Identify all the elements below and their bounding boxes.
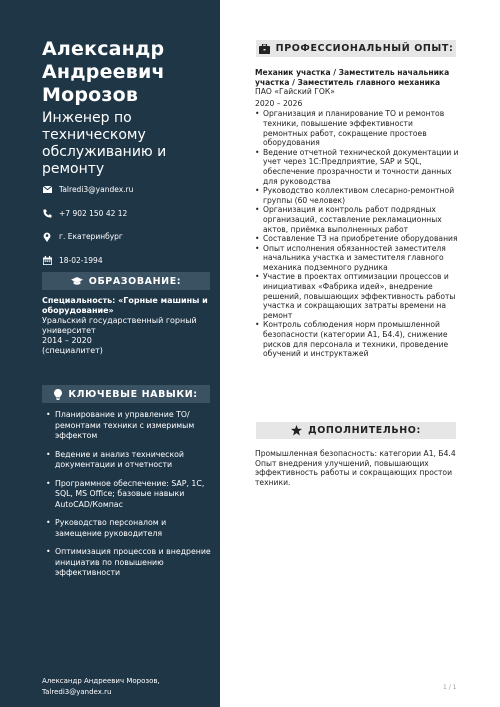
skill-item: • Планирование и управление ТО/ремонтами техники с измеримым эффектом [46,410,214,442]
person-position: Инженер по техническому обслуживанию и ремонту [42,110,167,177]
experience-header [256,40,456,57]
map-pin-icon [42,232,52,242]
phone-icon [42,208,52,218]
duty-item: • Организация и планирование ТО и ремонтов техники, повышение эффективности ремонтных работ, сокращение простоев оборудования [255,109,460,147]
additional-text: Промышленная безопасность: категории А1, Б4.4 Опыт внедрения улучшений, повышающих эффективность работы и сокращающих простои техники. [255,449,456,487]
job-title: Механик участка / Заместитель начальника участка / Заместитель главного механика [255,68,450,87]
person-name: Александр Андреевич Морозов [42,38,165,106]
sidebar [0,0,220,707]
skills-list [46,410,214,587]
footer-name: Александр Андреевич Морозов, [42,677,160,685]
footer-email: Talredi3@yandex.ru [42,688,112,696]
duty-item: • Контроль соблюдения норм промышленной безопасности (категории А1, Б4.4), снижение рисков для персонала и техники, проведение обучений и инструктажей [255,320,460,358]
skill-item: • Программное обеспечение: SAP, 1С, SQL, MS Office; базовые навыки AutoCAD/Компас [46,479,214,511]
contact-phone [42,208,212,219]
education-specialty: Специальность: «Горные машины и оборудование» [42,296,208,315]
education-degree: (специалитет) [42,346,103,355]
page-number: 1 / 1 [443,684,457,691]
contact-phone-text: +7 902 150 42 12 [59,208,128,218]
job-entry [255,68,460,359]
additional-header [256,422,456,439]
contact-city [42,231,212,242]
duty-item: • Руководство коллективом слесарно-ремонтной группы (60 человек) [255,186,460,205]
duty-item: • Ведение отчетной технической документации и учет через 1С:Предприятие, SAP и SQL, обеспечение прозрачности и точности данных для руководства [255,148,460,186]
duty-item: • Опыт исполнения обязанностей заместителя начальника участка и заместителя главного механика подземного рудника [255,244,460,273]
contact-birthdate-text: 18-02-1994 [59,255,103,265]
contact-email [42,184,212,195]
contacts-list [42,184,212,278]
contact-birthdate [42,255,212,266]
skills-header-label: КЛЮЧЕВЫЕ НАВЫКИ: [68,388,198,400]
skill-item: • Ведение и анализ технической документации и отчетности [46,450,214,471]
job-duties [255,109,460,358]
job-dates: 2020 – 2026 [255,98,303,108]
education-years: 2014 – 2020 [42,336,92,345]
footer [42,676,217,698]
briefcase-icon [259,44,270,54]
skill-item: • Оптимизация процессов и внедрение инициатив по повышению эффективности [46,547,214,579]
education-header-label: ОБРАЗОВАНИЕ: [88,275,182,287]
education-header [42,272,210,290]
calendar-icon [42,255,52,265]
education-institution: Уральский государственный горный университет [42,316,197,335]
contact-city-text: г. Екатеринбург [59,232,123,241]
skills-header [42,385,210,403]
education-block [42,296,212,356]
graduation-cap-icon [71,277,83,286]
experience-header-label: ПРОФЕССИОНАЛЬНЫЙ ОПЫТ: [275,43,454,54]
job-company: ПАО «Гайский ГОК» [255,87,335,97]
lightbulb-icon [54,389,62,400]
duty-item: • Участие в проектах оптимизации процессов и инициативах «Фабрика идей», внедрение решений, повышающих эффективность работы участка и сокращающих затраты времени на ремонт [255,272,460,320]
envelope-icon [42,185,52,195]
skill-item: • Руководство персоналом и замещение руководителя [46,518,214,539]
duty-item: • Организация и контроль работ подрядных организаций, составление рекламационных актов, приёмка выполненных работ [255,205,460,234]
duty-item: • Составление ТЗ на приобретение оборудования [255,234,460,244]
contact-email-text: Talredi3@yandex.ru [59,185,134,194]
additional-header-label: ДОПОЛНИТЕЛЬНО: [308,425,421,436]
star-icon [291,425,302,436]
